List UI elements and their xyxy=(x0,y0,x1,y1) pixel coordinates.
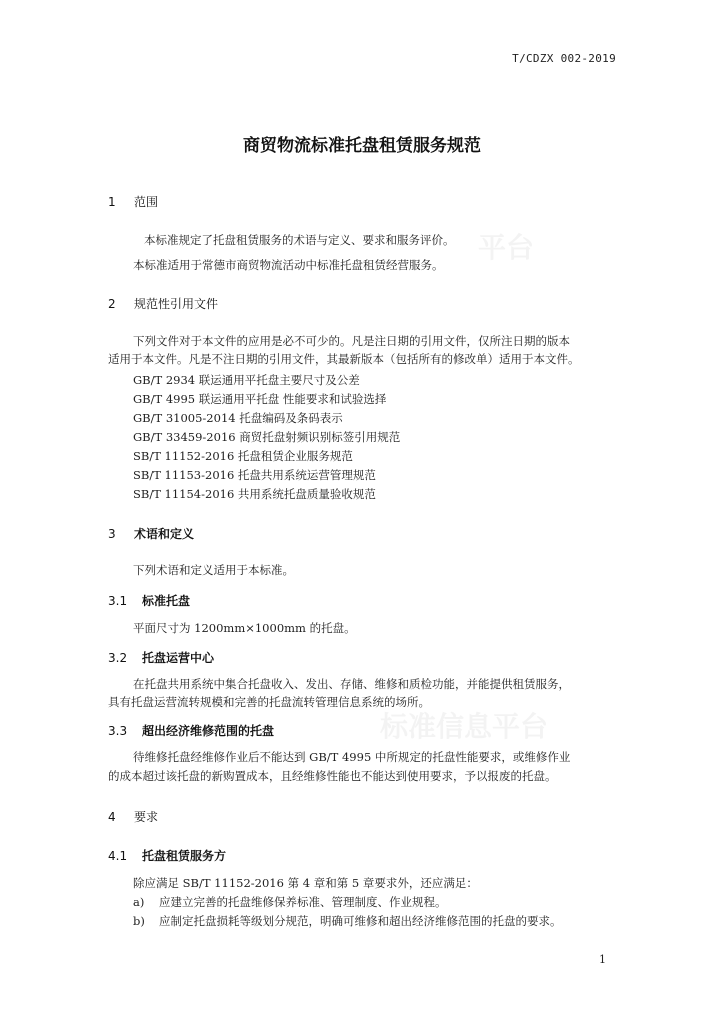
section-number: 4 xyxy=(108,810,116,824)
list-marker: a) xyxy=(133,895,145,909)
paragraph: 本标准规定了托盘租赁服务的术语与定义、要求和服务评价。 xyxy=(144,233,455,247)
term-3-3-heading xyxy=(108,722,274,739)
list-item xyxy=(133,893,447,911)
subsection-4-1-heading xyxy=(108,847,226,864)
term-title: 超出经济维修范围的托盘 xyxy=(142,724,275,738)
term-number: 3.2 xyxy=(108,651,128,665)
subsection-title: 托盘租赁服务方 xyxy=(142,849,227,863)
reference-item: GB/T 33459-2016 商贸托盘射频识别标签引用规范 xyxy=(133,430,401,444)
reference-item: GB/T 2934 联运通用平托盘主要尺寸及公差 xyxy=(133,373,360,387)
section-2-heading xyxy=(108,295,218,312)
section-title: 术语和定义 xyxy=(134,527,195,541)
paragraph: 平面尺寸为 1200mm×1000mm 的托盘。 xyxy=(133,621,356,635)
reference-item: GB/T 31005-2014 托盘编码及条码表示 xyxy=(133,411,343,425)
list-text: 应建立完善的托盘维修保养标准、管理制度、作业规程。 xyxy=(159,895,447,909)
paragraph: 的成本超过该托盘的新购置成本，且经维修性能也不能达到使用要求，予以报废的托盘。 xyxy=(108,769,557,783)
reference-item: SB/T 11152-2016 托盘租赁企业服务规范 xyxy=(133,449,353,463)
section-title: 要求 xyxy=(134,810,159,824)
list-item xyxy=(133,912,562,930)
reference-item: SB/T 11154-2016 共用系统托盘质量验收规范 xyxy=(133,487,376,501)
reference-item: SB/T 11153-2016 托盘共用系统运营管理规范 xyxy=(133,468,376,482)
paragraph: 具有托盘运营流转规模和完善的托盘流转管理信息系统的场所。 xyxy=(108,695,430,709)
subsection-number: 4.1 xyxy=(108,849,128,863)
term-number: 3.1 xyxy=(108,594,128,608)
section-3-heading xyxy=(108,525,194,542)
reference-item: GB/T 4995 联运通用平托盘 性能要求和试验选择 xyxy=(133,392,387,406)
paragraph: 下列术语和定义适用于本标准。 xyxy=(133,563,294,577)
section-4-heading xyxy=(108,808,158,825)
list-marker: b) xyxy=(133,914,145,928)
list-text: 应制定托盘损耗等级划分规范，明确可维修和超出经济维修范围的托盘的要求。 xyxy=(159,914,562,928)
paragraph: 在托盘共用系统中集合托盘收入、发出、存储、维修和质检功能，并能提供租赁服务， xyxy=(133,677,570,691)
section-number: 2 xyxy=(108,297,116,311)
section-1-heading xyxy=(108,193,158,210)
term-title: 标准托盘 xyxy=(142,594,191,608)
paragraph: 适用于本文件。凡是不注日期的引用文件，其最新版本（包括所有的修改单）适用于本文件。 xyxy=(108,352,580,366)
document-title: 商贸物流标准托盘租赁服务规范 xyxy=(243,136,481,156)
term-3-1-heading xyxy=(108,592,190,609)
paragraph: 除应满足 SB/T 11152-2016 第 4 章和第 5 章要求外，还应满足： xyxy=(133,876,478,890)
page-number: 1 xyxy=(599,953,606,966)
term-3-2-heading xyxy=(108,649,214,666)
section-title: 范围 xyxy=(134,195,159,209)
section-number: 1 xyxy=(108,195,116,209)
paragraph: 待维修托盘经维修作业后不能达到 GB/T 4995 中所规定的托盘性能要求，或维修作业 xyxy=(133,750,571,764)
paragraph: 本标准适用于常德市商贸物流活动中标准托盘租赁经营服务。 xyxy=(133,258,444,272)
watermark-top: 平台 xyxy=(478,231,535,264)
section-number: 3 xyxy=(108,527,116,541)
section-title: 规范性引用文件 xyxy=(134,297,219,311)
term-number: 3.3 xyxy=(108,724,128,738)
term-title: 托盘运营中心 xyxy=(142,651,215,665)
standard-code: T/CDZX 002-2019 xyxy=(512,52,616,65)
watermark-middle: 标准信息平台 xyxy=(380,710,549,743)
paragraph: 下列文件对于本文件的应用是必不可少的。凡是注日期的引用文件，仅所注日期的版本 xyxy=(133,334,570,348)
